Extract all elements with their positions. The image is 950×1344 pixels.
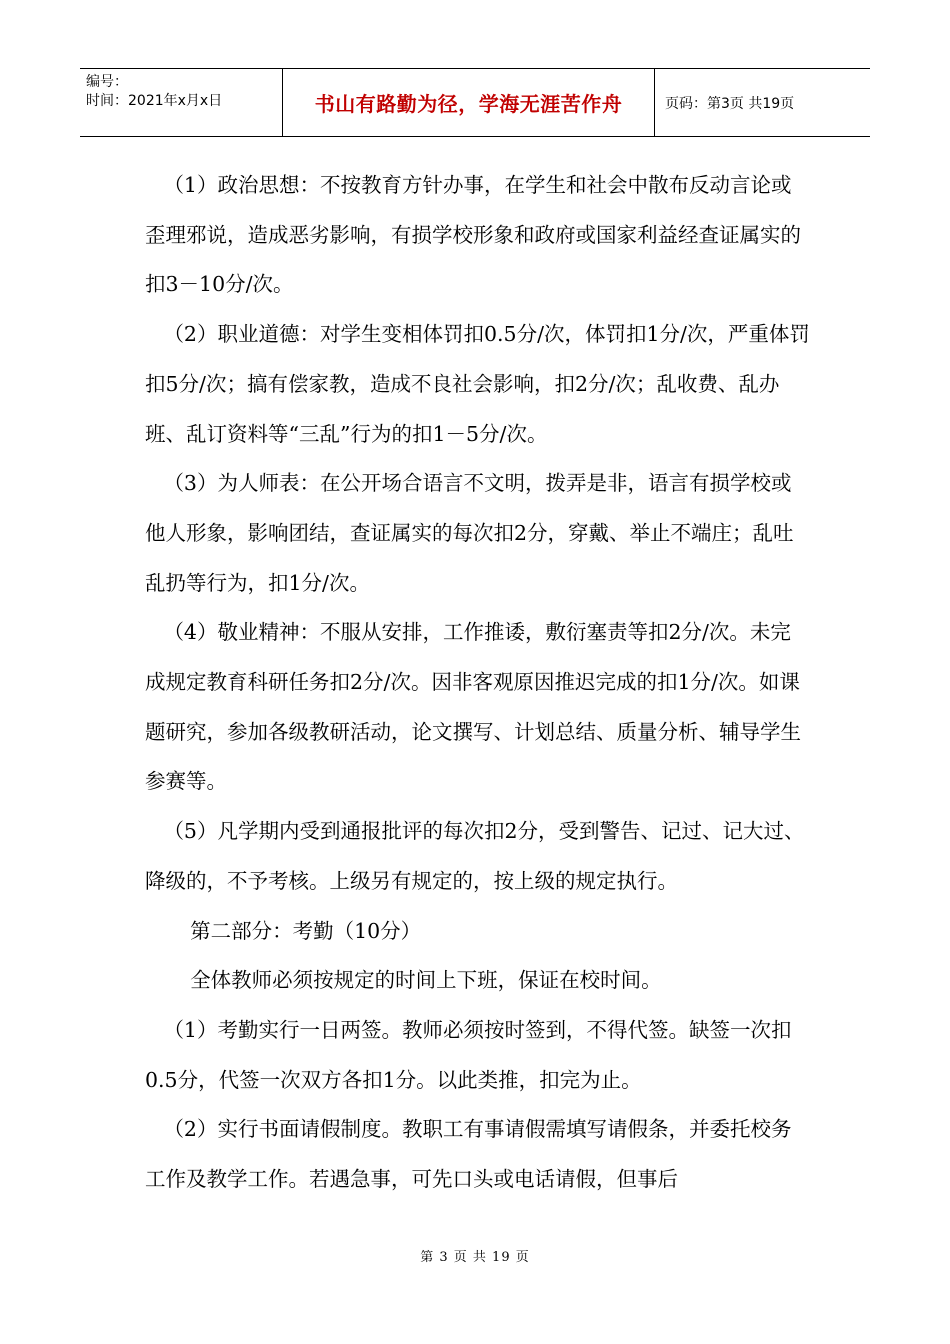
paragraph-attendance-intro: 全体教师必须按规定的时间上下班，保证在校时间。: [190, 968, 662, 993]
page-footer: 第 3 页 共 19 页: [420, 1250, 530, 1265]
page-header: [80, 68, 870, 137]
document-number-label: 编号：: [86, 74, 128, 90]
paragraph-ethics: （2）职业道德：对学生变相体罚扣0.5分/次，体罚扣1分/次，严重体罚扣5分/次；搞有偿家教，造成不良社会影响，扣2分/次；乱收费、乱办班、乱订资料等“三乱”行为的扣1－5分/次。: [145, 322, 810, 446]
header-page-info: 页码：第3页 共19页: [665, 95, 795, 112]
paragraph-political: （1）政治思想：不按教育方针办事，在学生和社会中散布反动言论或歪理邪说，造成恶劣影响，有损学校形象和政府或国家利益经查证属实的扣3－10分/次。: [145, 173, 801, 297]
paragraph-discipline: （5）凡学期内受到通报批评的每次扣2分，受到警告、记过、记大过、降级的，不予考核。上级另有规定的，按上级的规定执行。: [145, 819, 805, 893]
document-body: [145, 161, 810, 1205]
section-heading-attendance: 第二部分：考勤（10分）: [190, 918, 422, 943]
paragraph-sign-in: （1）考勤实行一日两签。教师必须按时签到，不得代签。缺签一次扣0.5分，代签一次双方各扣1分。以此类推，扣完为止。: [145, 1017, 792, 1092]
paragraph-dedication: （4）敬业精神：不服从安排，工作推诿，敷衍塞责等扣2分/次。未完成规定教育科研任务扣2分/次。因非客观原因推迟完成的扣1分/次。如课题研究，参加各级教研活动，论文撰写、计划总结、质量分析、辅导学生参赛等。: [145, 620, 801, 794]
header-motto: 书山有路勤为径，学海无涯苦作舟: [283, 69, 655, 136]
document-time-label: 时间：2021年x月x日: [86, 93, 223, 109]
header-meta: [80, 69, 283, 136]
paragraph-leave-request: （2）实行书面请假制度。教职工有事请假需填写请假条，并委托校务工作及教学工作。若遇急事，可先口头或电话请假，但事后: [145, 1117, 792, 1192]
paragraph-conduct: （3）为人师表：在公开场合语言不文明，拨弄是非，语言有损学校或他人形象，影响团结，查证属实的每次扣2分，穿戴、举止不端庄；乱吐乱扔等行为，扣1分/次。: [145, 471, 794, 595]
